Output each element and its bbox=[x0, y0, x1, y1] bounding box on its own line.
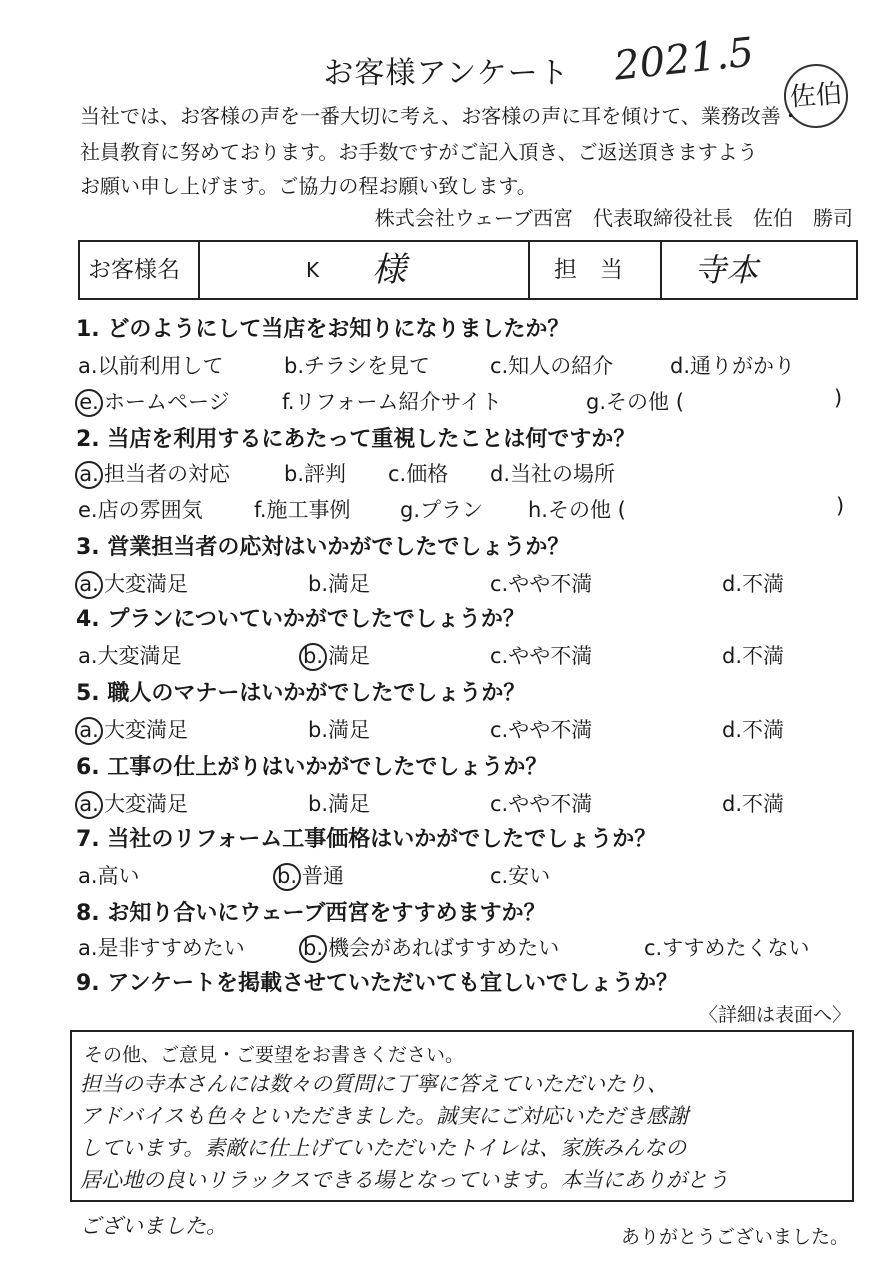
question-1: 1. どのようにして当店をお知りになりましたか？ bbox=[76, 317, 570, 342]
selected-circle: a. bbox=[75, 571, 103, 599]
question-9: 9. アンケートを掲載させていただいても宜しいでしょうか？ bbox=[76, 971, 679, 996]
comment-line-3: しています。素敵に仕上げていただいたトイレは、家族みんなの bbox=[80, 1136, 687, 1160]
selected-circle: a. bbox=[75, 791, 103, 819]
q1-option-e: e. ホームページ bbox=[78, 386, 230, 417]
selected-circle: b. bbox=[273, 863, 301, 891]
company-signature: 株式会社ウェーブ西宮 代表取締役社長 佐伯 勝司 bbox=[374, 206, 853, 230]
comment-line-4: 居心地の良いリラックスできる場となっています。本当にありがとう bbox=[80, 1168, 729, 1192]
q8-option-a: a.是非すすめたい bbox=[78, 936, 245, 960]
handwritten-date: 2021.5 bbox=[612, 29, 757, 90]
intro-line-3: お願い申し上げます。ご協力の程お願い致します。 bbox=[80, 174, 537, 198]
q2-option-c: c.価格 bbox=[388, 462, 449, 486]
q1-option-b: b.チラシを見て bbox=[284, 354, 431, 378]
details-note: 〈詳細は表面へ〉 bbox=[698, 1004, 851, 1026]
q7-option-b: b. 普通 bbox=[276, 860, 344, 891]
question-3: 3. 営業担当者の応対はいかがでしたでしょうか？ bbox=[76, 535, 570, 560]
q2-option-e: e.店の雰囲気 bbox=[78, 498, 203, 522]
customer-name-label: お客様名 bbox=[88, 257, 180, 283]
q1-option-f: f.リフォーム紹介サイト bbox=[282, 390, 503, 414]
q5-option-b: b.満足 bbox=[308, 718, 371, 742]
q2-paren-close: ) bbox=[836, 494, 845, 518]
selected-circle: b. bbox=[299, 643, 327, 671]
customer-name-suffix: 様 bbox=[372, 250, 406, 290]
customer-name-value: K bbox=[306, 258, 320, 282]
q7-option-c: c.安い bbox=[490, 864, 551, 888]
selected-circle: a. bbox=[75, 717, 103, 745]
q1-paren-close: ) bbox=[834, 386, 843, 410]
q4-option-c: c.やや不満 bbox=[490, 644, 593, 668]
seal-stamp: 佐伯 bbox=[782, 62, 850, 130]
comment-continuation: ございました。 bbox=[80, 1214, 227, 1238]
page-title: お客様アンケート bbox=[323, 56, 570, 91]
q8-option-b: b. 機会があればすすめたい bbox=[302, 932, 559, 963]
q5-option-d: d.不満 bbox=[722, 718, 785, 742]
question-2: 2. 当店を利用するにあたって重視したことは何ですか？ bbox=[76, 427, 636, 452]
selected-circle: a. bbox=[75, 461, 103, 489]
q4-option-b: b. 満足 bbox=[302, 640, 370, 671]
question-7: 7. 当社のリフォーム工事価格はいかがでしたでしょうか？ bbox=[76, 827, 657, 852]
q2-option-d: d.当社の場所 bbox=[490, 462, 616, 486]
intro-line-2: 社員教育に努めております。お手数ですがご記入頂き、ご返送頂きますよう bbox=[80, 140, 758, 164]
q6-option-c: c.やや不満 bbox=[490, 792, 593, 816]
question-5: 5. 職人のマナーはいかがでしたでしょうか？ bbox=[76, 681, 526, 706]
staff-label: 担 当 bbox=[554, 257, 623, 283]
comment-prompt: その他、ご意見・ご要望をお書きください。 bbox=[84, 1044, 465, 1066]
q5-option-a: a. 大変満足 bbox=[78, 714, 188, 745]
selected-circle: e. bbox=[75, 389, 103, 417]
q6-option-b: b.満足 bbox=[308, 792, 371, 816]
q2-option-f: f.施工事例 bbox=[254, 498, 351, 522]
footer-thanks: ありがとうございました。 bbox=[620, 1226, 849, 1248]
q4-option-a: a.大変満足 bbox=[78, 644, 182, 668]
comment-line-1: 担当の寺本さんには数々の質問に丁寧に答えていただいたり、 bbox=[80, 1072, 668, 1096]
q2-option-g: g.プラン bbox=[400, 498, 484, 522]
q7-option-a: a.高い bbox=[78, 864, 140, 888]
comment-line-2: アドバイスも色々といただきました。誠実にご対応いただき感謝 bbox=[80, 1104, 689, 1128]
staff-value: 寺本 bbox=[694, 251, 759, 289]
q2-option-b: b.評判 bbox=[284, 462, 347, 486]
q3-option-b: b.満足 bbox=[308, 572, 371, 596]
q8-option-c: c.すすめたくない bbox=[644, 936, 810, 960]
intro-line-1: 当社では、お客様の声を一番大切に考え、お客様の声に耳を傾けて、業務改善・ bbox=[80, 104, 801, 128]
question-8: 8. お知り合いにウェーブ西宮をすすめますか？ bbox=[76, 901, 546, 926]
q1-option-a: a.以前利用して bbox=[78, 354, 224, 378]
q3-option-c: c.やや不満 bbox=[490, 572, 593, 596]
q2-option-h: h.その他 ( bbox=[528, 498, 626, 522]
question-4: 4. プランについていかがでしたでしょうか？ bbox=[76, 607, 525, 632]
question-6: 6. 工事の仕上がりはいかがでしたでしょうか？ bbox=[76, 755, 548, 780]
q3-option-a: a. 大変満足 bbox=[78, 568, 188, 599]
q1-option-d: d.通りがかり bbox=[670, 354, 796, 378]
q1-option-g: g.その他 ( bbox=[586, 390, 684, 414]
q3-option-d: d.不満 bbox=[722, 572, 785, 596]
selected-circle: b. bbox=[299, 935, 327, 963]
q1-option-c: c.知人の紹介 bbox=[490, 354, 614, 378]
q6-option-a: a. 大変満足 bbox=[78, 788, 188, 819]
q2-option-a: a. 担当者の対応 bbox=[78, 458, 230, 489]
q5-option-c: c.やや不満 bbox=[490, 718, 593, 742]
q6-option-d: d.不満 bbox=[722, 792, 785, 816]
q4-option-d: d.不満 bbox=[722, 644, 785, 668]
customer-info-box bbox=[78, 240, 858, 300]
